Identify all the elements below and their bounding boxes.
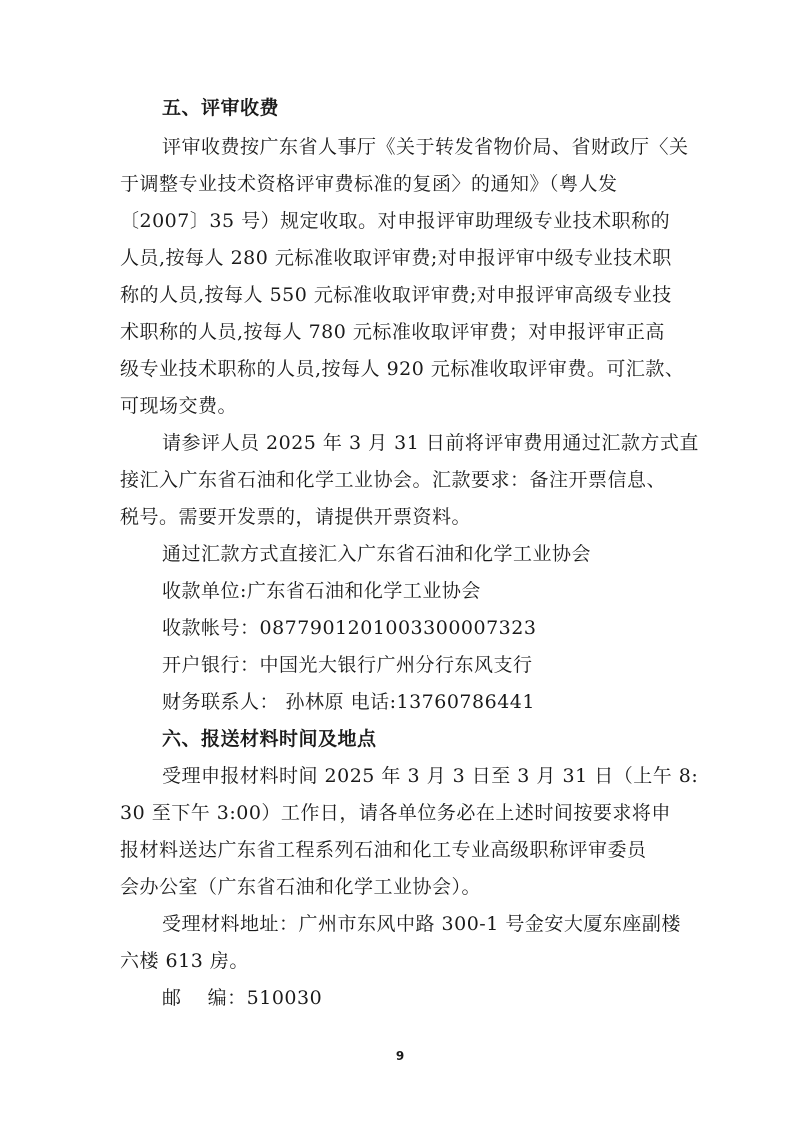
address-line: 受理材料地址：广州市东风中路 300-1 号金安大厦东座副楼	[162, 913, 681, 935]
section-6-para-1-line: 会办公室（广东省石油和化学工业协会）。	[120, 876, 482, 898]
payment-method: 通过汇款方式直接汇入广东省石油和化学工业协会	[162, 543, 592, 565]
section-5-para-1-line: 人员,按每人 280 元标准收取评审费;对申报评审中级专业技术职	[120, 247, 672, 269]
section-5-para-1-line: 〔2007〕35 号）规定收取。对申报评审助理级专业技术职称的	[120, 210, 671, 232]
section-5-para-2-line: 接汇入广东省石油和化学工业协会。汇款要求：备注开票信息、	[120, 469, 667, 491]
section-5-para-1-line: 评审收费按广东省人事厅《关于转发省物价局、省财政厅〈关	[162, 136, 689, 158]
section-6-para-1-line: 报材料送达广东省工程系列石油和化工专业高级职称评审委员	[120, 839, 647, 861]
section-6-para-1-line: 30 至下午 3:00）工作日，请各单位务必在上述时间按要求将申	[120, 802, 671, 824]
section-5-para-1-line: 可现场交费。	[120, 395, 238, 417]
finance-contact: 财务联系人： 孙林原 电话:13760786441	[162, 691, 535, 713]
account-number: 收款帐号：0877901201003300007323	[162, 617, 537, 639]
section-5-para-1-line: 称的人员,按每人 550 元标准收取评审费;对申报评审高级专业技	[120, 284, 672, 306]
section-5-para-1-line: 级专业技术职称的人员,按每人 920 元标准收取评审费。可汇款、	[120, 358, 685, 380]
bank-name: 开户银行：中国光大银行广州分行东风支行	[162, 654, 533, 676]
section-5-para-2-line: 请参评人员 2025 年 3 月 31 日前将评审费用通过汇款方式直	[162, 432, 699, 454]
address-line: 六楼 613 房。	[120, 950, 249, 972]
section-5-heading: 五、评审收费	[162, 97, 280, 119]
section-5-para-1-line: 于调整专业技术资格评审费标准的复函〉的通知》（粤人发	[120, 173, 618, 195]
section-6-heading: 六、报送材料时间及地点	[162, 728, 377, 750]
page-number: 9	[395, 1049, 405, 1063]
section-5-para-2-line: 税号。需要开发票的，请提供开票资料。	[120, 506, 472, 528]
section-5-para-1-line: 术职称的人员,按每人 780 元标准收取评审费；对申报评审正高	[120, 321, 665, 343]
postcode: 邮 编：510030	[162, 987, 323, 1009]
payee: 收款单位:广东省石油和化学工业协会	[162, 580, 481, 602]
section-6-para-1-line: 受理申报材料时间 2025 年 3 月 3 日至 3 月 31 日（上午 8:	[162, 765, 699, 787]
